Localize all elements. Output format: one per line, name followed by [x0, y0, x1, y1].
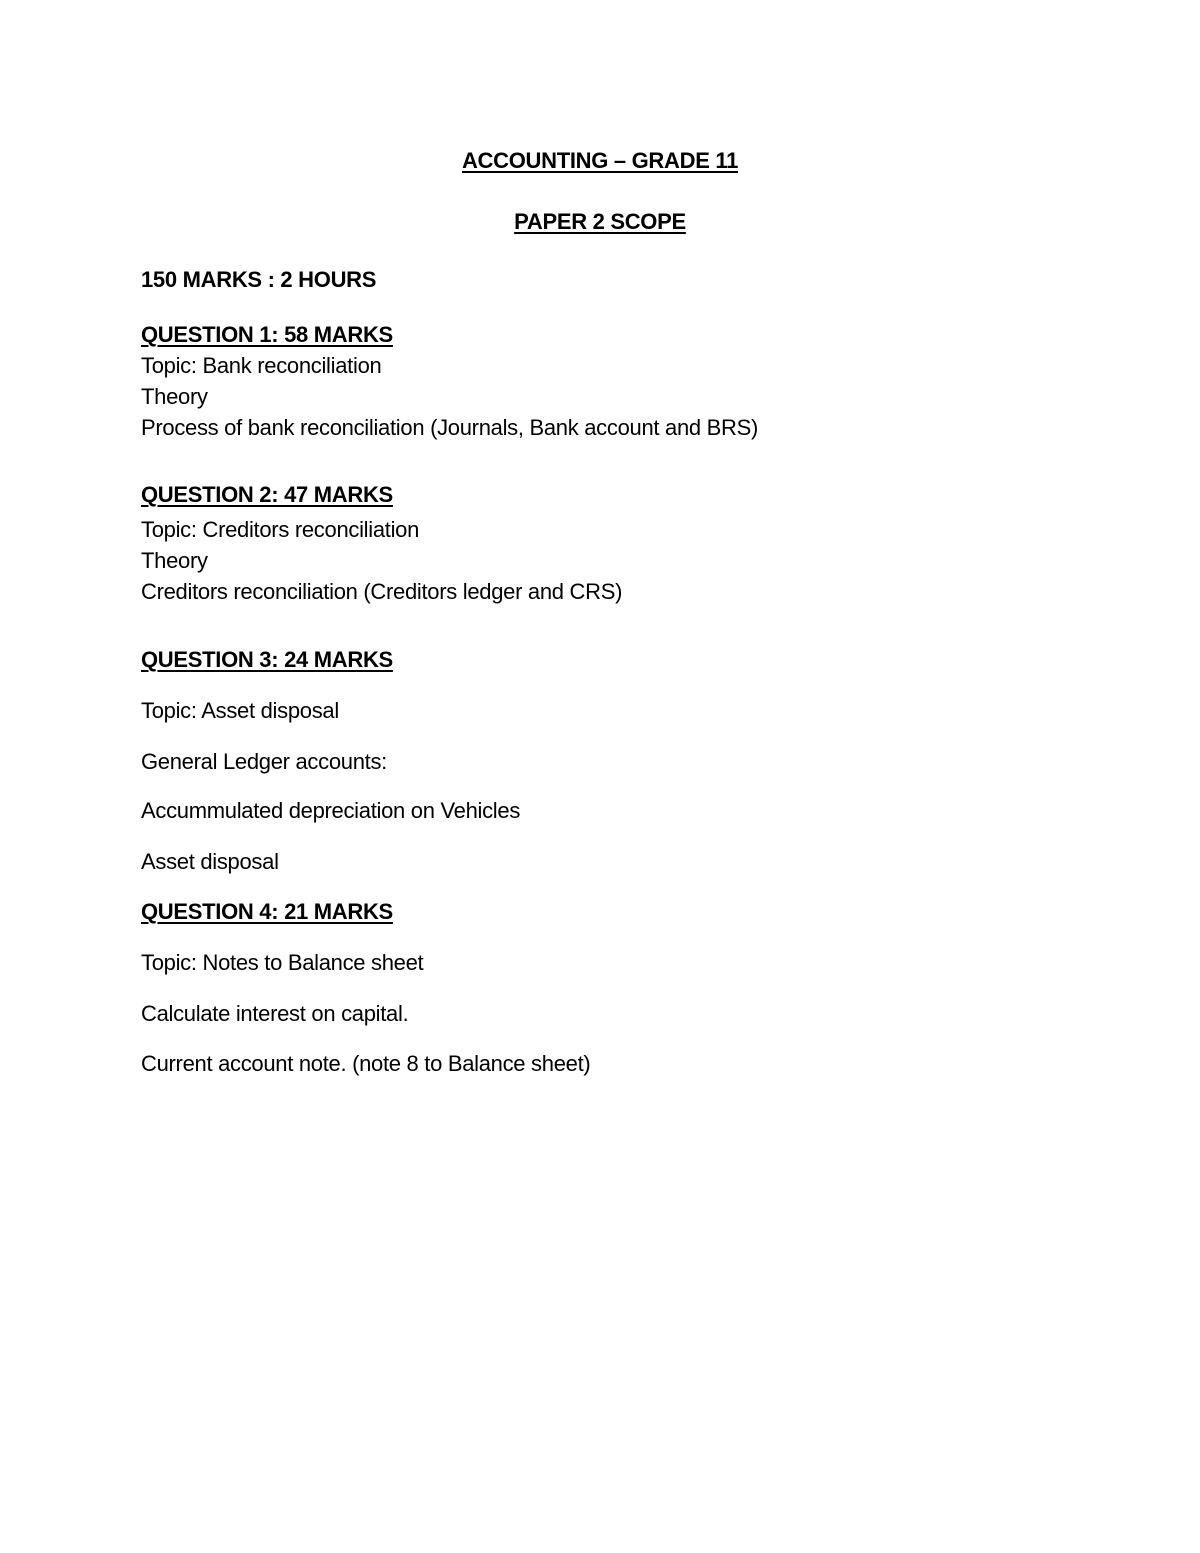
question-3-ledger-item: Accummulated depreciation on Vehicles: [141, 798, 521, 823]
question-3-ledger-item: Asset disposal: [141, 849, 279, 874]
question-4-detail: Current account note. (note 8 to Balance sheet): [141, 1051, 591, 1076]
marks-time-line: 150 MARKS : 2 HOURS: [141, 267, 377, 292]
document-subtitle: PAPER 2 SCOPE: [514, 209, 686, 234]
question-1-heading: QUESTION 1: 58 MARKS: [141, 322, 393, 347]
question-2-heading: QUESTION 2: 47 MARKS: [141, 482, 393, 507]
question-3-topic: Topic: Asset disposal: [141, 698, 339, 723]
question-3-heading: QUESTION 3: 24 MARKS: [141, 647, 393, 672]
question-1-detail: Process of bank reconciliation (Journals, Bank account and BRS): [141, 415, 758, 440]
document-title: ACCOUNTING – GRADE 11: [461, 148, 739, 173]
question-2-detail: Creditors reconciliation (Creditors ledger and CRS): [141, 579, 623, 604]
question-2-topic: Topic: Creditors reconciliation: [141, 517, 420, 542]
question-4-detail: Calculate interest on capital.: [141, 1001, 409, 1026]
question-1-topic: Topic: Bank reconciliation: [141, 353, 382, 378]
question-2-theory: Theory: [141, 548, 208, 573]
question-1-theory: Theory: [141, 384, 208, 409]
question-4-topic: Topic: Notes to Balance sheet: [141, 950, 424, 975]
question-4-heading: QUESTION 4: 21 MARKS: [141, 899, 393, 924]
question-3-ledger-label: General Ledger accounts:: [141, 749, 387, 774]
